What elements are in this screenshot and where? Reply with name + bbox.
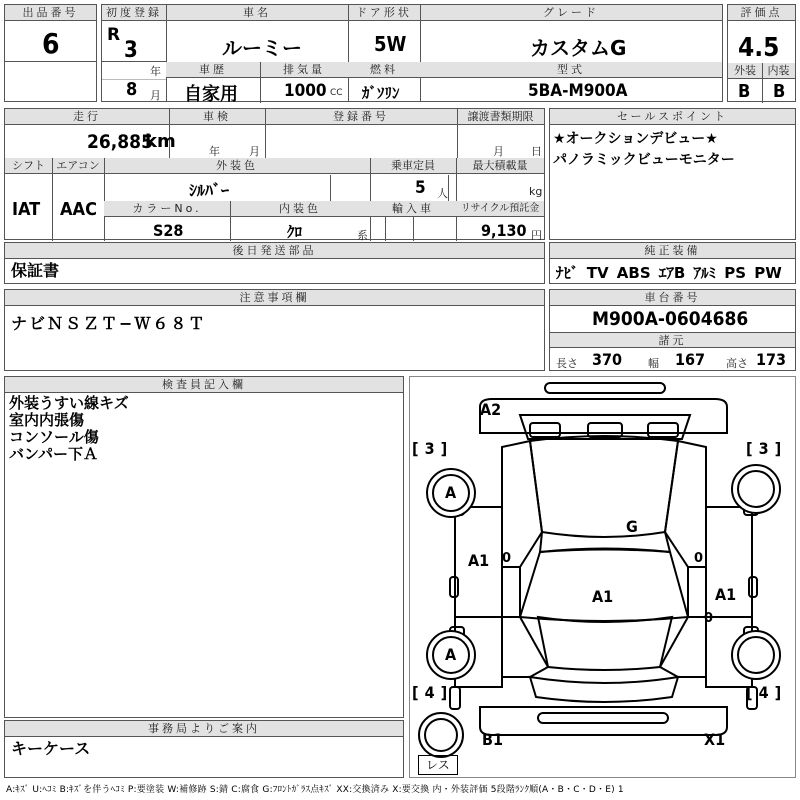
height-label: 高さ [726,357,748,370]
aircon-label: エアコン [52,158,104,174]
bracket-l: [ [746,683,759,702]
later-parts-value: 保証書 [11,261,60,280]
car-name: ルーミー [222,36,302,60]
specs-label: 諸元 [550,332,795,348]
later-parts-block [4,242,545,284]
capacity: 5 [415,178,426,198]
mark-left-side: A1 [468,551,490,570]
inspector-line: バンパー下Ａ [9,445,98,463]
later-parts-label: 後日発送部品 [5,243,544,259]
reg-no-label: 登録番号 [265,109,457,125]
inspector-label: 検査員記入欄 [5,377,403,393]
chassis-label: 車台番号 [550,290,795,306]
bracket-l: [ [412,683,425,702]
length-label: 長さ [556,357,578,370]
car-name-label: 車名 [166,5,348,21]
tire-rr-depth [746,683,787,702]
spare-tire-label: レス [426,758,450,772]
displacement: 1000 [284,81,327,101]
shift-label: シフト [5,158,52,174]
tire-fl-depth [412,439,453,458]
import-label: 輸入車 [370,201,456,217]
mileage: 26,885 [87,131,153,153]
mark-small-right-low: 0 [704,611,714,626]
reg-month: 8 [126,79,138,100]
history: 自家用 [184,84,238,105]
notes-value: ナビＮＳＺＴ−Ｗ６８Ｔ [11,314,207,333]
score-label: 評価点 [728,5,795,21]
tire-rr-value: 4 [758,683,775,702]
load-label: 最大積載量 [456,158,544,174]
chassis-block [549,289,796,371]
color-no-label: カラーNo. [104,201,230,217]
legend-text: A:ｷｽﾞ U:ﾍｺﾐ B:ｷｽﾞを伴うﾍｺﾐ P:要塗装 W:補修跡 S:錆 C:腐食 G:ﾌﾛﾝﾄｶﾞﾗｽ点ｷｽﾞ XX:交換済み X:要交換 内・外装評価 5段階ﾗﾝｸ順(A・B・C・D・E) 1 [6,785,624,795]
load-unit: kg [529,185,543,198]
mark-rear-bumper-left: B1 [482,730,503,749]
tire-fr-value: 3 [758,439,775,458]
equipment-block [549,242,796,284]
fuel-label: 燃料 [348,62,420,78]
era: R [107,25,121,45]
sales-point-line: パノラミックビューモニター [553,152,735,168]
doors: 5W [374,32,407,56]
chassis-number: M900A-0604686 [592,308,749,330]
car-outline-drawing [410,377,797,779]
sales-point-line: ★オークションデビュー★ [553,131,718,147]
tire-fl-value: 3 [424,439,441,458]
doors-label: ドア形状 [348,5,420,21]
bracket-r: ] [774,439,788,458]
reg-year: 3 [124,38,138,63]
ext-color-label: 外装色 [104,158,370,174]
transfer-month-unit: 月 [493,145,504,158]
history-label: 車歴 [166,62,260,78]
mark-front-bumper: A2 [480,400,502,419]
width-label: 幅 [648,357,659,370]
interior-label: 内装 [762,63,795,79]
tire-fr-depth [746,439,787,458]
shift: IAT [12,199,41,220]
inspector-block [4,376,404,718]
equipment-value: ﾅﾋﾞ TV ABS ｴｱB ｱﾙﾐ PS PW [556,264,782,282]
bracket-l: [ [746,439,759,458]
bracket-r: ] [774,683,788,702]
sales-points-label: セールスポイント [550,109,795,125]
mark-wheel-rl: A [445,645,457,664]
car-diagram [409,376,796,778]
bracket-r: ] [440,439,454,458]
notes-label: 注意事項欄 [5,290,544,306]
exterior-grade: B [738,81,751,102]
office-block [4,720,404,778]
inspector-line: 室内内張傷 [9,411,85,429]
mileage-label: 走行 [5,109,169,125]
inspection-month-unit: 月 [249,145,260,158]
notes-block [4,289,545,371]
model-label: 型式 [420,62,722,78]
fuel: ｶﾞｿﾘﾝ [362,84,400,102]
mark-rear-bumper-right: X1 [704,730,726,749]
displacement-unit: CC [330,88,343,98]
inspection-year-unit: 年 [209,145,220,158]
year-unit: 年 [150,65,161,78]
grade-label: グレード [420,5,722,21]
mark-right-side: A1 [715,585,737,604]
recycle: 9,130 [481,221,527,240]
mark-small-right: 0 [694,551,704,566]
mark-wheel-fl: A [445,483,457,502]
mark-roof: G [626,517,638,536]
recycle-unit: 円 [531,229,542,242]
interior-grade: B [773,81,786,102]
mark-small-left: 0 [502,551,512,566]
inspector-line: コンソール傷 [9,428,99,446]
tire-rl-depth [412,683,453,702]
grade: カスタムG [530,36,627,60]
int-color-label: 内装色 [230,201,370,217]
int-color-unit: 系 [357,229,368,242]
detail-block [4,108,545,240]
office-label: 事務局よりご案内 [5,721,403,737]
length: 370 [592,350,623,369]
inspection-label: 車検 [169,109,265,125]
exterior-label: 外装 [728,63,762,79]
mileage-unit: km [145,131,176,152]
mark-floor: A1 [592,587,614,606]
main-info-block [101,4,723,105]
score: 4.5 [738,33,780,63]
transfer-day-unit: 日 [531,145,542,158]
first-reg-label: 初度登録 [102,5,166,21]
int-color: ｸﾛ [287,223,303,241]
equipment-label: 純正装備 [550,243,795,259]
spare-tire-box [418,755,458,775]
model: 5BA-M900A [528,81,628,101]
sales-points-block [549,108,796,240]
aircon: AAC [60,199,97,220]
bracket-l: [ [412,439,425,458]
recycle-label: リサイクル預託金 [456,201,544,217]
lot-number: 6 [42,27,60,60]
score-block [727,4,796,102]
lot-block [4,4,97,102]
height: 173 [756,350,787,369]
width: 167 [675,350,706,369]
capacity-unit: 人 [437,187,448,200]
office-value: キーケース [11,739,91,758]
displacement-label: 排気量 [260,62,348,78]
tire-rl-value: 4 [424,683,441,702]
inspector-line: 外装うすい線キズ [9,394,129,412]
capacity-label: 乗車定員 [370,158,456,174]
bracket-r: ] [440,683,454,702]
month-unit: 月 [150,89,161,102]
transfer-label: 譲渡書類期限 [457,109,544,125]
lot-label: 出品番号 [5,5,96,21]
ext-color: ｼﾙﾊﾞｰ [189,181,230,200]
color-no: S28 [153,221,184,240]
